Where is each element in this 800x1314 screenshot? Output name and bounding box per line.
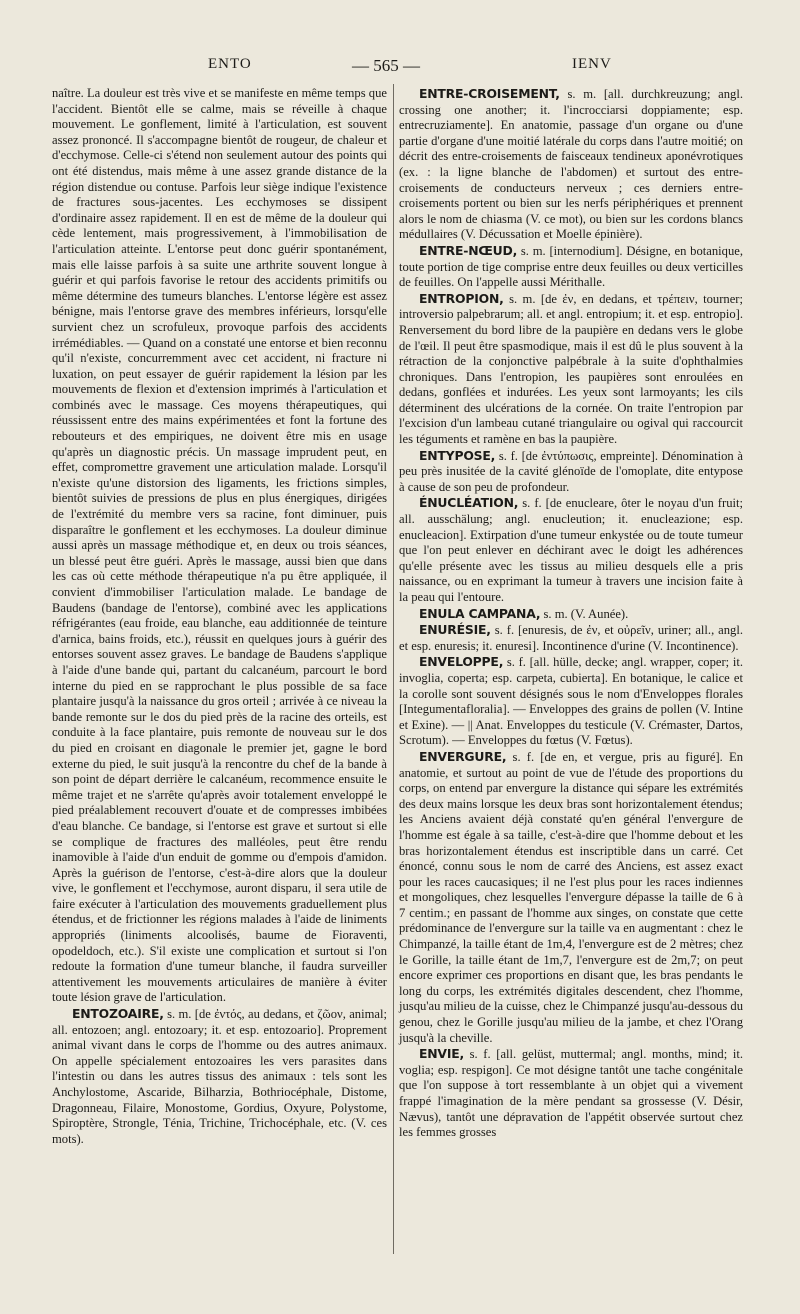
entry-body: s. m. [internodium]. Désigne, en botanique, toute portion de tige comprise entre deux feuilles ou deux verticilles de feuilles. On l'appelle aussi Mérithalle. [399,243,743,290]
running-header [52,44,764,84]
entry-headword: ENVELOPPE, [419,654,504,670]
entry-body: s. m. [de ἐντός, au dedans, et ζῶον, animal; all. entozoen; angl. entozoary; it. et esp. entozoario]. Proprement animal vivant dans le corps de l'homme ou des autres animaux. On appelle spécialement entozoaires les vers parasites dans l'intestin ou dans les autres tissus des animaux : tels sont les Anchylostome, Ascaride, Bilharzia, Bothriocéphale, Distome, Dragonneau, Filaire, Monostome, Gordius, Oxyure, Polystome, Spiroptère, Strongle, Ténia, Trichine, Trichocéphale, etc. (V. ces mots). [52,1007,387,1146]
left-column [52,86,387,1147]
entry-enula-campana [399,606,743,623]
entry-body: s. m. (V. Aunée). [540,606,629,621]
entry-enveloppe [399,654,743,749]
entry-body: s. f. [enuresis, de ἐν, et οὐρεῖν, uriner; all., angl. et esp. enuresis; it. enuresi]. Incontinence d'urine (V. Incontinence). [399,623,743,653]
entry-headword: ENULA CAMPANA, [419,605,541,621]
entry-headword: ENURÉSIE, [419,622,491,638]
continuation-paragraph: naître. La douleur est très vive et se manifeste en même temps que l'accident. Bientôt elle se calme, mais se réveille à chaque mouvement. Le gonflement, limité à l'articulation, est souvent assez prononcé. Il s'accompagne bientôt de rougeur, de chaleur et d'ecchymose. Celle-ci s'étend non seulement autour des points qui ont été distendus, mais même à une assez grande distance de la région distendue ou contuse. Parfois leur siège indique l'existence de fractures sous-jacentes. Les ecchymoses se dissipent d'ordinaire assez rapidement. Il en est de même de la douleur qui cède lentement, mais progressivement, à l'immobilisation de l'articulation atteinte. L'entorse peut donc guérir spontanément, mais elle laisse parfois à sa suite une arthrite souvent longue à guérir et qui parfois favorise le retour des accidents primitifs ou même détermine des tumeurs blanches. L'entorse légère est assez bénigne, mais l'entorse grave des membres inférieurs, lorsqu'elle survient chez un scrofuleux, provoque parfois des accidents irrémédiables. — Quand on a constaté une entorse et bien reconnu qu'il n'existe, concurremment avec cet accident, ni fracture ni luxation, on peut essayer de guérir rapidement la lésion par les mouvements de flexion et d'extension imprimés à l'articulation et combinés avec le massage. Ces moyens thérapeutiques, qui réussissent entre des mains expérimentées et font la fortune des rebouteurs et des empiriques, ne doivent être mis en usage qu'après un diagnostic précis. Un massage imprudent peut, en effet, compromettre gravement une articulation malade. Lorsqu'il n'existe qu'une distorsion des ligaments, les frictions simples, bientôt suivies de pressions de plus en plus énergiques, dirigées de l'extrémité du membre vers sa racine, font diminuer, puis disparaître le gonflement et les ecchymoses. La douleur diminue aussi après un massage méthodique et, en deux ou trois séances, un blessé peut être guéri. Après le massage, aussi bien que dans les cas où cette méthode thérapeutique n'a pu être appliquée, il convient d'immobiliser l'articulation malade. Le bandage de Baudens (bandage de l'entorse), combiné avec les applications réfrigérantes (eau froide, eau blanche, eau additionnée de teinture d'arnica, bains froids, etc.), réussit en quelques jours à guérir des entorses souvent assez graves. Le bandage de Baudens s'applique à l'aide d'une bande qui, partant du calcanéum, parcourt le bord interne du pied en se rapprochant le plus possible de sa face plantaire jusqu'à la naissance du gros orteil ; arrivée à ce niveau la bande remonte sur le dos du pied près de la racine des orteils, est conduite à la face plantaire, puis remonte de nouveau sur le dos du pied en croisant en diagonale le premier jet, gagne le bord externe du pied, le suit jusqu'à la rencontre du chef de la bande à son point de départ derrière le calcanéum, recommence ensuite le même trajet et ne s'arrête qu'après avoir totalement enveloppé le pied préalablement recouvert d'ouate et de compresses imbibées d'eau blanche. Ce bandage, si l'entorse est grave et surtout si elle se complique de fractures des malléoles, peut être rendu inamovible à l'aide d'un enduit de gomme ou d'empois d'amidon. Après la guérison de l'entorse, c'est-à-dire alors que la douleur vive, le gonflement et l'ecchymose, auront disparu, il sera utile de faire exécuter à l'articulation des mouvements graduellement plus étendus, et de frictionner les régions malades à l'aide de liniments appropriés (liniments alcoolisés, baume de Fioraventi, opodeldoch, etc.). S'il existe une complication et surtout si l'on redoute la formation d'une tumeur blanche, il faudra surveiller attentivement les mouvements articulaires de manière à éviter toute lésion grave de l'articulation. [52,86,387,1005]
entry-body: s. f. [all. hülle, decke; angl. wrapper, coper; it. invoglia, coperta; esp. carpeta, cubierta]. En botanique, le calice et la corolle sont souvent désignés sous le nom d'Enveloppes florales [Integumentafloralia]. — Enveloppes des grains de pollen (V. Intine et Exine). — || Anat. Enveloppes du testicule (V. Crémaster, Dartos, Scrotum). — Enveloppes du fœtus (V. Fœtus). [399,655,743,748]
entry-body: s. f. [de enucleare, ôter le noyau d'un fruit; all. ausschälung; angl. enucleution; it. enucleazione; esp. enucleacion]. Extirpation d'une tumeur enkystée ou de toute tumeur que l'on peut enlever en déchirant avec le doigt les adhérences qu'elle présente avec les tissus au milieu desquels elle a pris naissance, ou en exprimant la tumeur à travers une incision faite à la peau qui l'entoure. [399,496,743,604]
entry-headword: ENTRE-CROISEMENT, [419,86,560,101]
column-divider [393,84,394,1254]
entry-envergure [399,749,743,1046]
entry-headword: ENTYPOSE, [419,447,496,463]
entry-entropion [399,291,743,448]
entry-body: s. m. [de ἐν, en dedans, et τρέπειν, tourner; introversio palpebrarum; all. et angl. entropium; it. et esp. entropio]. Renversement du bord libre de la paupière en dedans vers le globe de l'œil. Il peut être spasmodique, mais il est dû le plus souvent à la rétraction de la conjonctive palpébrale à la suite d'ophthalmies chroniques. Dans l'entropion, les paupières sont enroulées en dedans, gonflées et indurées. Les yeux sont larmoyants; les cils déterminent des ulcérations de la cornée. On traite l'entropion par l'excision d'un lambeau cutané triangulaire ou ogival qui raccourcit les téguments et ramène en bas la paupière. [399,291,743,447]
entry-entozoaire [52,1006,387,1147]
entry-body: s. m. [all. durchkreuzung; angl. crossing one another; it. l'incrocciarsi doppiamente; esp. entrecruziamente]. En anatomie, passage d'un organe ou d'une partie d'organe d'une moitié latérale du corps dans l'autre moitié; on décrit des entre-croisements de faisceaux tendineux aponévrotiques (ex. : la ligne blanche de l'abdomen) et surtout des entre-croisements de conducteurs nerveux ; ces derniers entre-croisements portent ou bien sur les nerfs périphériques et prennent alors le nom de chiasma (V. ce mot), ou bien sur les cordons blancs médullaires (V. Décussation et Moelle épinière). [399,87,743,242]
header-right-guide-word: IENV [572,56,612,72]
entry-entre-noeud [399,243,743,291]
page-number: — 565 — [352,56,420,75]
entry-headword: ÉNUCLÉATION, [419,495,519,511]
entry-body: s. f. [all. gelüst, muttermal; angl. months, mind; it. voglia; esp. respigon]. Ce mot désigne tantôt une tache congénitale que l'on suppose à tort ressemblante à un objet qui a vivement frappé l'imagination de la mère pendant sa grossesse (V. Désir, Nævus), tantôt une dépravation de l'appétit observée surtout chez les femmes grosses [399,1047,743,1140]
header-left-guide-word: ENTO [208,56,252,72]
entry-enucleation [399,495,743,605]
entry-headword: ENVIE, [419,1046,465,1062]
entry-headword: ENVERGURE, [419,748,507,764]
right-column [399,86,743,1141]
entry-body: s. f. [de ἐντύπωσις, empreinte]. Dénomination à peu près inusitée de la cavité glénoïde de l'omoplate, dite entypose à cause de son peu de profondeur. [399,448,743,494]
entry-enuresie [399,622,743,654]
entry-headword: ENTRE-NŒUD, [419,242,518,258]
entry-entre-croisement [399,86,743,243]
entry-headword: ENTROPION, [419,290,504,306]
entry-entypose [399,448,743,496]
entry-envie [399,1046,743,1141]
entry-headword: ENTOZOAIRE, [72,1006,164,1022]
entry-body: s. f. [de en, et vergue, pris au figuré]. En anatomie, et surtout au point de vue de l'étude des proportions du corps, on entend par envergure la distance qui sépare les extrémités des deux mains lorsque les deux bras sont horizontalement étendus; les Anciens avaient déjà constaté qu'en général l'envergure de l'homme est égale à sa taille, c'est-à-dire que l'homme debout et les bras horizontalement étendus est inscriptible dans un carré. Cet énoncé, connu sous le nom de carré des Anciens, est assez exact pour les races caucasiques; il ne l'est plus pour les races indiennes et mongoliques, chez lesquelles l'envergure dépasse la taille de 6 à 7 centim.; en passant de l'homme aux singes, on constate que cette prédominance de l'envergure sur la taille va en augmentant : chez le Chimpanzé, la taille étant de 1m,4, l'envergure est de 2 mètres; chez le Gorille, la taille étant de 1m,7, l'envergure est de 2m,7; on peut encore exprimer ces proportions en disant que, les bras pendants le long du corps, les extrémités digitales descendent, chez l'homme, jusqu'au milieu de la cuisse, chez le Chimpanzé jusqu'au-dessous du genou, chez le Gorille jusqu'au milieu de la jambe, et chez l'Orang jusqu'à la cheville. [399,749,743,1045]
